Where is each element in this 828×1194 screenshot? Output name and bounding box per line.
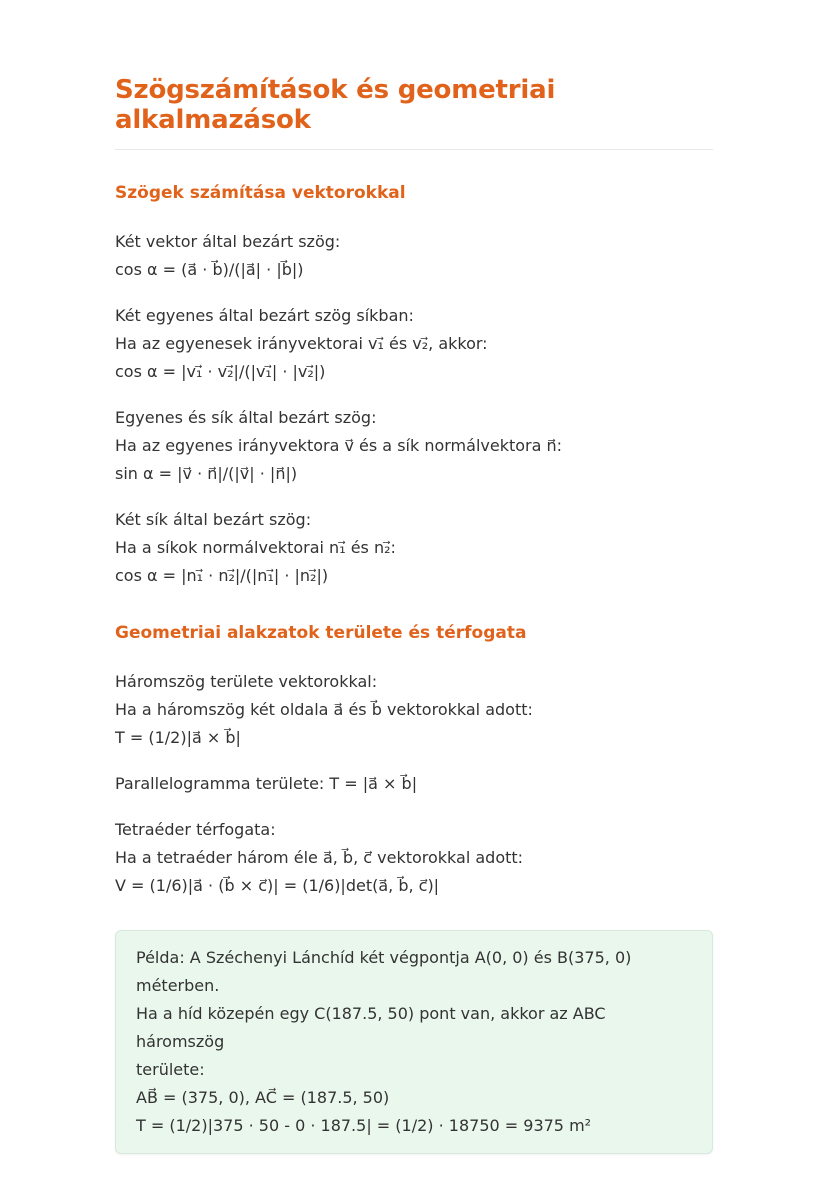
formula-line: V = (1/6)|a⃗ · (b⃗ × c⃗)| = (1/6)|det(a⃗, b⃗, c⃗)| xyxy=(115,876,440,895)
section-heading-geometry: Geometriai alakzatok területe és térfogata xyxy=(115,623,527,643)
text-line: Ha az egyenes irányvektora v⃗ és a sík normálvektora n⃗: xyxy=(115,436,563,455)
text-line: Két egyenes által bezárt szög síkban: xyxy=(115,306,414,325)
paragraph-parallelogram-area xyxy=(115,770,713,798)
formula-line: cos α = (a⃗ · b⃗)/(|a⃗| · |b⃗|) xyxy=(115,260,304,279)
text-line: Háromszög területe vektorokkal: xyxy=(115,672,378,691)
paragraph-two-lines xyxy=(115,302,713,386)
formula-line: T = (1/2)|a⃗ × b⃗| xyxy=(115,728,241,747)
formula-line: Parallelogramma területe: T = |a⃗ × b⃗| xyxy=(115,774,418,793)
text-line: Ha a tetraéder három éle a⃗, b⃗, c⃗ vektorokkal adott: xyxy=(115,848,524,867)
example-text-line: területe: xyxy=(136,1060,205,1079)
section-geometry xyxy=(115,622,713,900)
example-text-line: Ha a híd közepén egy C(187.5, 50) pont van, akkor az ABC háromszög xyxy=(136,1004,606,1051)
paragraph-tetrahedron-volume xyxy=(115,816,713,900)
example-text-line: Példa: A Széchenyi Lánchíd két végpontja A(0, 0) és B(375, 0) méterben. xyxy=(136,948,632,995)
example-box xyxy=(115,930,713,1154)
paragraph-two-planes xyxy=(115,506,713,590)
page-title: Szögszámítások és geometriai alkalmazások xyxy=(115,75,713,150)
section-angles xyxy=(115,182,713,590)
text-line: Tetraéder térfogata: xyxy=(115,820,276,839)
text-line: Ha a síkok normálvektorai n₁⃗ és n₂⃗: xyxy=(115,538,396,557)
text-line: Ha az egyenesek irányvektorai v₁⃗ és v₂⃗, akkor: xyxy=(115,334,488,353)
text-line: Egyenes és sík által bezárt szög: xyxy=(115,408,377,427)
text-line: Két vektor által bezárt szög: xyxy=(115,232,341,251)
example-formula-line: AB⃗ = (375, 0), AC⃗ = (187.5, 50) xyxy=(136,1088,390,1107)
formula-line: cos α = |n₁⃗ · n₂⃗|/(|n₁⃗| · |n₂⃗|) xyxy=(115,566,329,585)
text-line: Ha a háromszög két oldala a⃗ és b⃗ vektorokkal adott: xyxy=(115,700,533,719)
paragraph-two-vectors xyxy=(115,228,713,284)
formula-line: sin α = |v⃗ · n⃗|/(|v⃗| · |n⃗|) xyxy=(115,464,298,483)
paragraph-triangle-area xyxy=(115,668,713,752)
formula-line: cos α = |v₁⃗ · v₂⃗|/(|v₁⃗| · |v₂⃗|) xyxy=(115,362,326,381)
section-heading-angles: Szögek számítása vektorokkal xyxy=(115,183,406,203)
text-line: Két sík által bezárt szög: xyxy=(115,510,312,529)
paragraph-line-and-plane xyxy=(115,404,713,488)
example-formula-line: T = (1/2)|375 · 50 - 0 · 187.5| = (1/2) · 18750 = 9375 m² xyxy=(136,1116,592,1135)
